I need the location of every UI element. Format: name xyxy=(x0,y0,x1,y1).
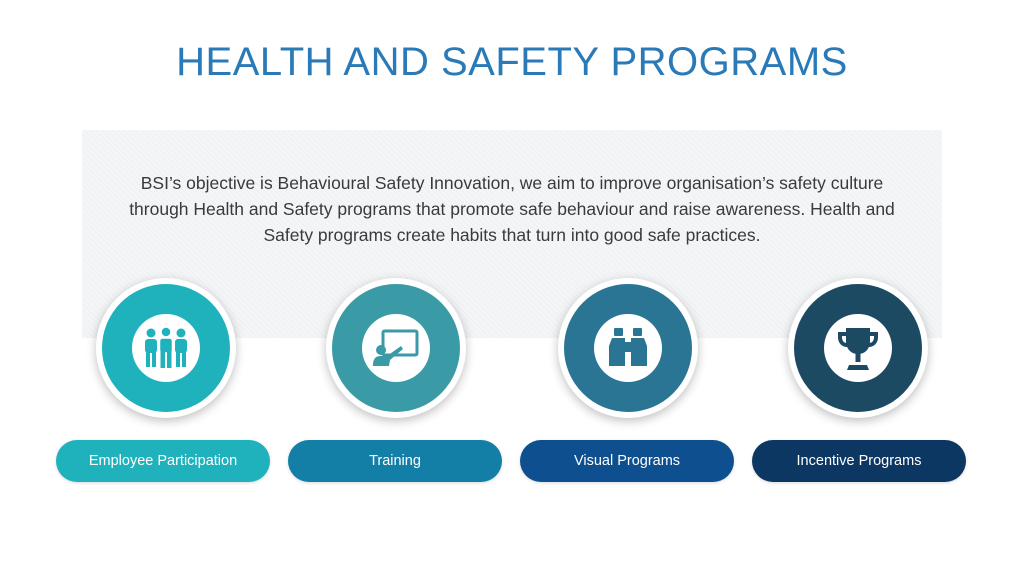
employee-participation-circle xyxy=(96,278,236,418)
incentive-programs-button[interactable] xyxy=(752,440,966,482)
training-circle xyxy=(326,278,466,418)
employee-participation-label: Employee Participation xyxy=(88,453,238,469)
visual-programs-label: Visual Programs xyxy=(573,453,681,469)
training-label: Training xyxy=(369,453,421,469)
incentive-programs-label: Incentive Programs xyxy=(796,453,922,469)
trophy-icon xyxy=(824,314,892,382)
incentive-programs-circle xyxy=(788,278,928,418)
visual-programs-button[interactable] xyxy=(520,440,734,482)
binoculars-icon xyxy=(594,314,662,382)
visual-programs-circle xyxy=(558,278,698,418)
employee-participation-button[interactable] xyxy=(56,440,270,482)
training-button[interactable] xyxy=(288,440,502,482)
slide-title: HEALTH AND SAFETY PROGRAMS xyxy=(176,40,848,84)
description-text: BSI’s objective is Behavioural Safety Innovation, we aim to improve organisation’s safety culture through Health and Safety programs that promote safe behaviour and raise awareness. Health and Safety programs create habits that turn into good safe practices. xyxy=(129,173,895,245)
presentation-board-icon xyxy=(362,314,430,382)
people-group-icon xyxy=(132,314,200,382)
